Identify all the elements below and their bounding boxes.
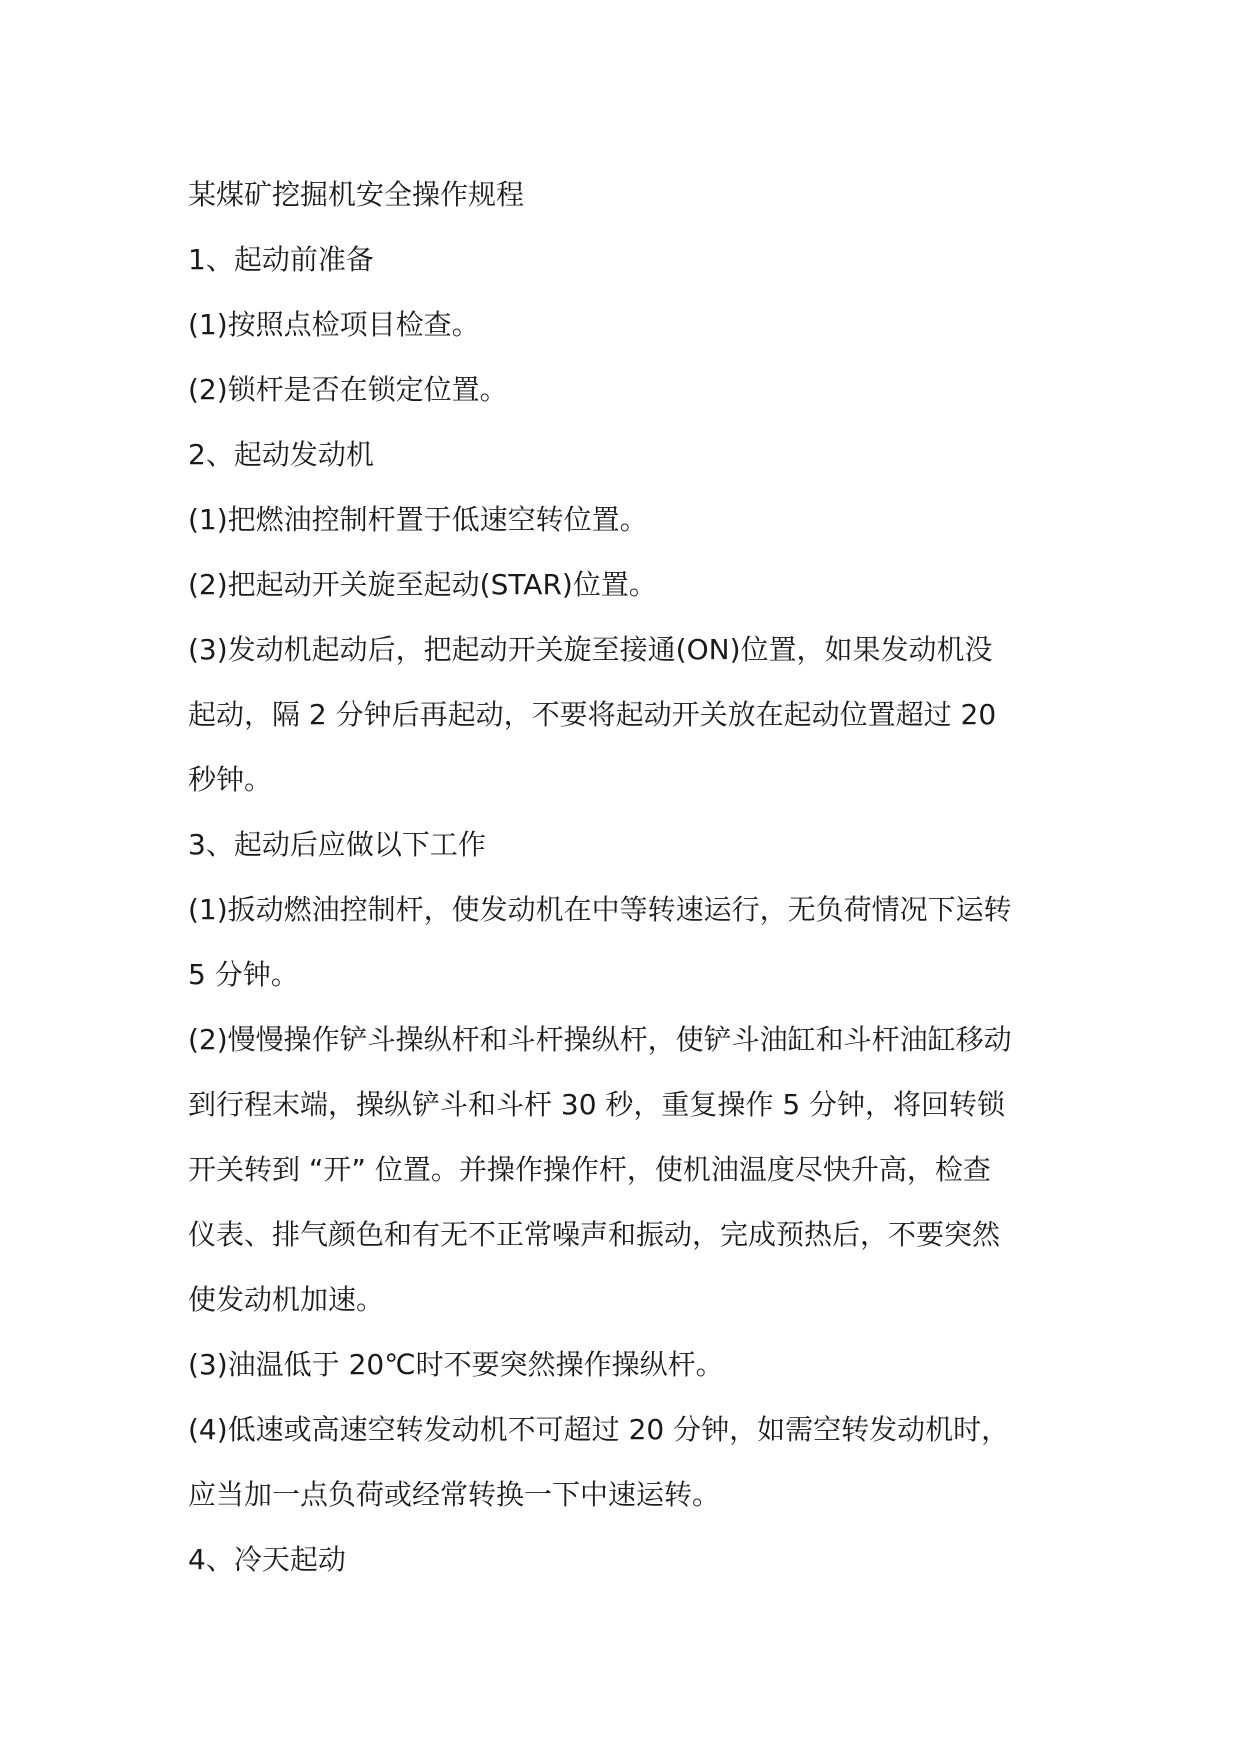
section-heading-3: 3、起动后应做以下工作 [188,828,486,861]
paragraph-line: (2)把起动开关旋至起动(STAR)位置。 [188,568,657,601]
paragraph-line: (3)油温低于 20℃时不要突然操作操纵杆。 [188,1348,724,1381]
paragraph-line: 起动，隔 2 分钟后再起动，不要将起动开关放在起动位置超过 20 [188,698,997,731]
paragraph-line: (1)按照点检项目检查。 [188,308,480,341]
section-heading-4: 4、冷天起动 [188,1543,346,1576]
paragraph-line: (2)锁杆是否在锁定位置。 [188,373,508,406]
paragraph-line: (4)低速或高速空转发动机不可超过 20 分钟，如需空转发动机时， [188,1413,1010,1446]
paragraph-line: (2)慢慢操作铲斗操纵杆和斗杆操纵杆，使铲斗油缸和斗杆油缸移动 [188,1023,1012,1056]
paragraph-line: (1)把燃油控制杆置于低速空转位置。 [188,503,648,536]
paragraph-line: 开关转到 “开” 位置。并操作操作杆，使机油温度尽快升高，检查 [188,1153,991,1186]
paragraph-line: 使发动机加速。 [188,1283,385,1316]
section-heading-1: 1、起动前准备 [188,243,374,276]
paragraph-line: 5 分钟。 [188,958,299,991]
paragraph-line: (3)发动机起动后，把起动开关旋至接通(ON)位置，如果发动机没 [188,633,993,666]
paragraph-line: 到行程末端，操纵铲斗和斗杆 30 秒，重复操作 5 分钟，将回转锁 [188,1088,1006,1121]
document-title: 某煤矿挖掘机安全操作规程 [188,178,525,211]
document-page [188,162,1068,1592]
paragraph-line: (1)扳动燃油控制杆，使发动机在中等转速运行，无负荷情况下运转 [188,893,1012,926]
paragraph-line: 仪表、排气颜色和有无不正常噪声和振动，完成预热后，不要突然 [188,1218,1001,1251]
paragraph-line: 秒钟。 [188,763,273,796]
paragraph-line: 应当加一点负荷或经常转换一下中速运转。 [188,1478,721,1511]
section-heading-2: 2、起动发动机 [188,438,374,471]
